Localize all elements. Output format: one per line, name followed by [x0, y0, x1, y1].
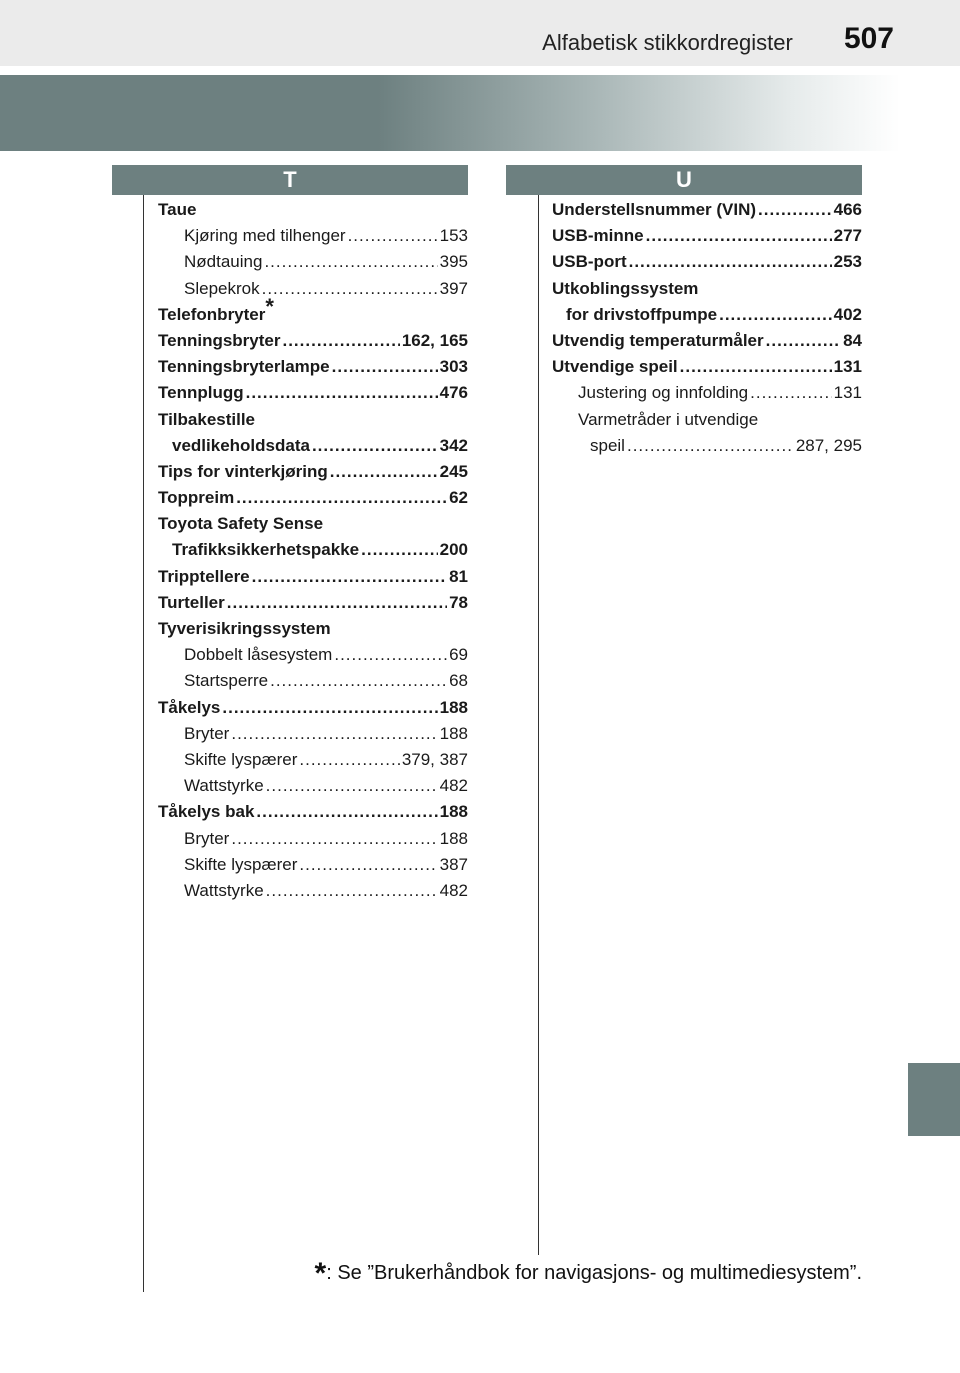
- index-entry-label: USB-minne: [552, 226, 644, 246]
- dot-leader: [256, 802, 437, 822]
- dot-leader: [246, 383, 438, 403]
- index-entry-text: [184, 279, 260, 299]
- dot-leader: [330, 462, 438, 482]
- index-entry: [158, 593, 468, 619]
- page-number: 507: [843, 22, 894, 55]
- index-entry-text: [184, 645, 332, 665]
- dot-leader: [236, 488, 447, 508]
- index-entry-text: [158, 410, 255, 430]
- index-entry-text: [566, 305, 717, 325]
- index-entry-label: Slepekrok: [184, 278, 260, 298]
- index-entry: [158, 724, 468, 750]
- chapter-side-tab: [908, 1063, 960, 1136]
- index-entry: [158, 645, 468, 671]
- index-entry-page: 303: [439, 357, 468, 377]
- index-entry: [158, 829, 468, 855]
- index-entry-text: [158, 619, 331, 639]
- index-entry-page: 402: [833, 304, 862, 324]
- dot-leader: [646, 226, 832, 246]
- index-entry-text: [158, 462, 328, 482]
- index-entry-label: Toyota Safety Sense: [158, 514, 324, 534]
- index-entry-page: 69: [449, 645, 468, 665]
- dot-leader: [299, 750, 399, 770]
- index-entry-label: USB-port: [552, 252, 627, 272]
- index-entry-text: [158, 488, 234, 508]
- index-entry-page: 62: [449, 488, 468, 508]
- index-entry-text: [184, 881, 264, 901]
- index-entry: [158, 855, 468, 881]
- dot-leader: [680, 357, 832, 377]
- index-entry: [158, 226, 468, 252]
- index-entry-label: Turteller: [158, 592, 225, 612]
- footnote-asterisk: *: [314, 1257, 327, 1290]
- index-entry-label: Skifte lyspærer: [184, 749, 298, 769]
- index-entry-label: Skifte lyspærer: [184, 854, 298, 874]
- index-entry-label: Tips for vinterkjøring: [158, 461, 328, 481]
- index-entry: [158, 567, 468, 593]
- index-entry-page: 68: [449, 671, 468, 691]
- index-entry-page: 482: [439, 776, 468, 796]
- index-entry-label: Tenningsbryterlampe: [158, 357, 330, 377]
- index-entry: [552, 226, 862, 252]
- index-entry-label: Dobbelt låsesystem: [184, 645, 333, 665]
- index-entry-text: [158, 802, 254, 822]
- index-entry: [552, 410, 862, 436]
- dot-leader: [231, 724, 437, 744]
- index-entry-label: Telefonbryter: [158, 304, 266, 324]
- index-entry-label: Taue: [158, 200, 197, 219]
- index-column-t: [158, 200, 468, 907]
- index-entry-text: [578, 383, 748, 403]
- index-entry-page: 200: [439, 540, 468, 560]
- dot-leader: [361, 540, 438, 560]
- dot-leader: [627, 436, 794, 456]
- index-entry-text: [578, 410, 758, 430]
- index-entry-page: 253: [833, 252, 862, 272]
- dot-leader: [264, 252, 437, 272]
- index-entry: [158, 331, 468, 357]
- index-entry: [158, 462, 468, 488]
- index-entry-text: [158, 357, 330, 377]
- index-entry-label: Utkoblingssystem: [552, 278, 699, 298]
- index-entry: [158, 698, 468, 724]
- dot-leader: [332, 357, 438, 377]
- index-entry-page: 387: [439, 854, 468, 874]
- index-entry-label: Tripptellere: [158, 566, 250, 586]
- index-entry-label: Wattstyrke: [184, 880, 264, 900]
- index-entry: [158, 540, 468, 566]
- index-entry-page: 162, 165: [401, 330, 468, 350]
- index-entry: [158, 881, 468, 907]
- index-entry-page: 131: [833, 357, 862, 377]
- index-entry-text: [172, 436, 310, 456]
- footnote-marker: *: [265, 294, 274, 320]
- index-entry: [552, 200, 862, 226]
- index-entry-text: [184, 750, 297, 770]
- index-entry: [158, 671, 468, 697]
- dot-leader: [227, 593, 447, 613]
- index-entry-page: 153: [439, 226, 468, 246]
- index-entry: [158, 200, 468, 226]
- index-entry-label: Tenningsbryter: [158, 330, 281, 350]
- index-entry-text: [590, 436, 625, 456]
- index-entry-text: [184, 724, 229, 744]
- index-entry-label: Understellsnummer (VIN): [552, 200, 757, 219]
- index-entry-text: [184, 855, 297, 875]
- index-entry: [158, 294, 468, 331]
- index-entry-label: for drivstoffpumpe: [566, 304, 718, 324]
- index-entry-text: [552, 357, 678, 377]
- dot-leader: [266, 881, 438, 901]
- index-entry-page: 395: [439, 252, 468, 272]
- column-rule-left: [143, 195, 144, 1292]
- index-entry-text: [184, 226, 346, 246]
- index-entry: [158, 619, 468, 645]
- dot-leader: [758, 200, 832, 220]
- section-header-t: T: [112, 165, 468, 195]
- index-entry: [552, 305, 862, 331]
- index-entry-text: [158, 514, 323, 534]
- dot-leader: [719, 305, 832, 325]
- index-entry-page: 482: [439, 880, 468, 900]
- index-entry: [158, 750, 468, 776]
- index-entry: [158, 252, 468, 278]
- dot-leader: [348, 226, 438, 246]
- dot-leader: [766, 331, 841, 351]
- index-entry-label: Justering og innfolding: [578, 383, 749, 403]
- index-column-u: [552, 200, 862, 462]
- index-entry: [158, 488, 468, 514]
- dot-leader: [270, 671, 447, 691]
- index-entry-page: 84: [843, 330, 862, 350]
- index-entry-page: 81: [449, 566, 468, 586]
- index-entry-text: [158, 200, 196, 220]
- index-entry-text: [158, 383, 244, 403]
- index-entry-label: speil: [590, 435, 625, 455]
- index-entry: [158, 802, 468, 828]
- index-entry-text: [184, 252, 262, 272]
- index-entry-page: 342: [439, 435, 468, 455]
- index-entry: [158, 514, 468, 540]
- dot-leader: [222, 698, 437, 718]
- dot-leader: [231, 829, 437, 849]
- index-entry-label: Tilbakestille: [158, 409, 256, 429]
- index-entry: [158, 776, 468, 802]
- dot-leader: [334, 645, 447, 665]
- index-entry-page: 476: [439, 383, 468, 403]
- index-entry-label: Wattstyrke: [184, 776, 264, 796]
- dot-leader: [750, 383, 832, 403]
- footnote-text: : Se ”Brukerhåndbok for navigasjons- og multimediesystem”.: [326, 1262, 862, 1284]
- index-entry: [552, 252, 862, 278]
- dot-leader: [252, 567, 447, 587]
- dot-leader: [266, 776, 438, 796]
- index-entry-page: 188: [439, 828, 468, 848]
- index-entry-page: 287, 295: [795, 435, 862, 455]
- index-entry-page: 188: [439, 802, 468, 822]
- index-entry-label: Bryter: [184, 828, 230, 848]
- index-entry-page: 131: [833, 383, 862, 403]
- index-entry-text: [158, 593, 225, 613]
- index-entry-text: [172, 540, 359, 560]
- column-rule-middle: [538, 195, 539, 1255]
- index-entry-label: Utvendig temperaturmåler: [552, 330, 764, 350]
- index-entry-label: Utvendige speil: [552, 357, 678, 377]
- index-entry-label: Tennplugg: [158, 383, 244, 403]
- index-entry-text: [158, 567, 250, 587]
- index-entry-label: Tyverisikringssystem: [158, 619, 331, 638]
- dot-leader: [629, 252, 832, 272]
- index-entry-text: [158, 331, 280, 351]
- index-entry: [158, 436, 468, 462]
- index-entry-label: Tåkelys bak: [158, 802, 255, 822]
- index-entry-label: Trafikksikkerhetspakke: [172, 540, 360, 560]
- footnote: [314, 1253, 862, 1290]
- index-entry: [158, 383, 468, 409]
- index-entry: [158, 410, 468, 436]
- section-header-u: U: [506, 165, 862, 195]
- dot-leader: [262, 279, 438, 299]
- dot-leader: [299, 855, 437, 875]
- index-entry: [158, 357, 468, 383]
- index-entry-text: [184, 671, 268, 691]
- index-entry-label: Toppreim: [158, 488, 235, 508]
- index-entry-text: [158, 294, 274, 325]
- index-entry-label: Startsperre: [184, 671, 269, 691]
- page-title: Alfabetisk stikkordregister: [542, 30, 793, 55]
- index-entry-label: Tåkelys: [158, 697, 221, 717]
- index-entry-text: [184, 776, 264, 796]
- index-entry-label: Kjøring med tilhenger: [184, 226, 346, 246]
- index-entry: [552, 436, 862, 462]
- index-entry-page: 379, 387: [401, 749, 468, 769]
- index-entry-label: vedlikeholdsdata: [172, 435, 310, 455]
- index-entry-text: [552, 331, 764, 351]
- index-entry-page: 188: [439, 697, 468, 717]
- index-entry-text: [552, 226, 644, 246]
- index-entry: [552, 383, 862, 409]
- index-entry-page: 78: [449, 592, 468, 612]
- chapter-banner: [0, 75, 900, 151]
- index-entry: [552, 357, 862, 383]
- index-entry-text: [552, 279, 698, 299]
- dot-leader: [312, 436, 438, 456]
- index-entry-page: 397: [439, 278, 468, 298]
- index-entry-page: 245: [439, 461, 468, 481]
- index-entry-page: 277: [833, 226, 862, 246]
- index-entry-text: [552, 252, 627, 272]
- index-entry-label: Nødtauing: [184, 252, 263, 272]
- index-entry: [158, 279, 468, 305]
- index-entry: [552, 331, 862, 357]
- index-entry-label: Varmetråder i utvendige: [578, 409, 759, 429]
- dot-leader: [282, 331, 399, 351]
- index-entry-page: 466: [833, 200, 862, 219]
- index-entry-label: Bryter: [184, 723, 230, 743]
- index-entry: [552, 279, 862, 305]
- index-entry-text: [552, 200, 756, 220]
- index-entry-text: [158, 698, 220, 718]
- index-entry-text: [184, 829, 229, 849]
- index-entry-page: 188: [439, 723, 468, 743]
